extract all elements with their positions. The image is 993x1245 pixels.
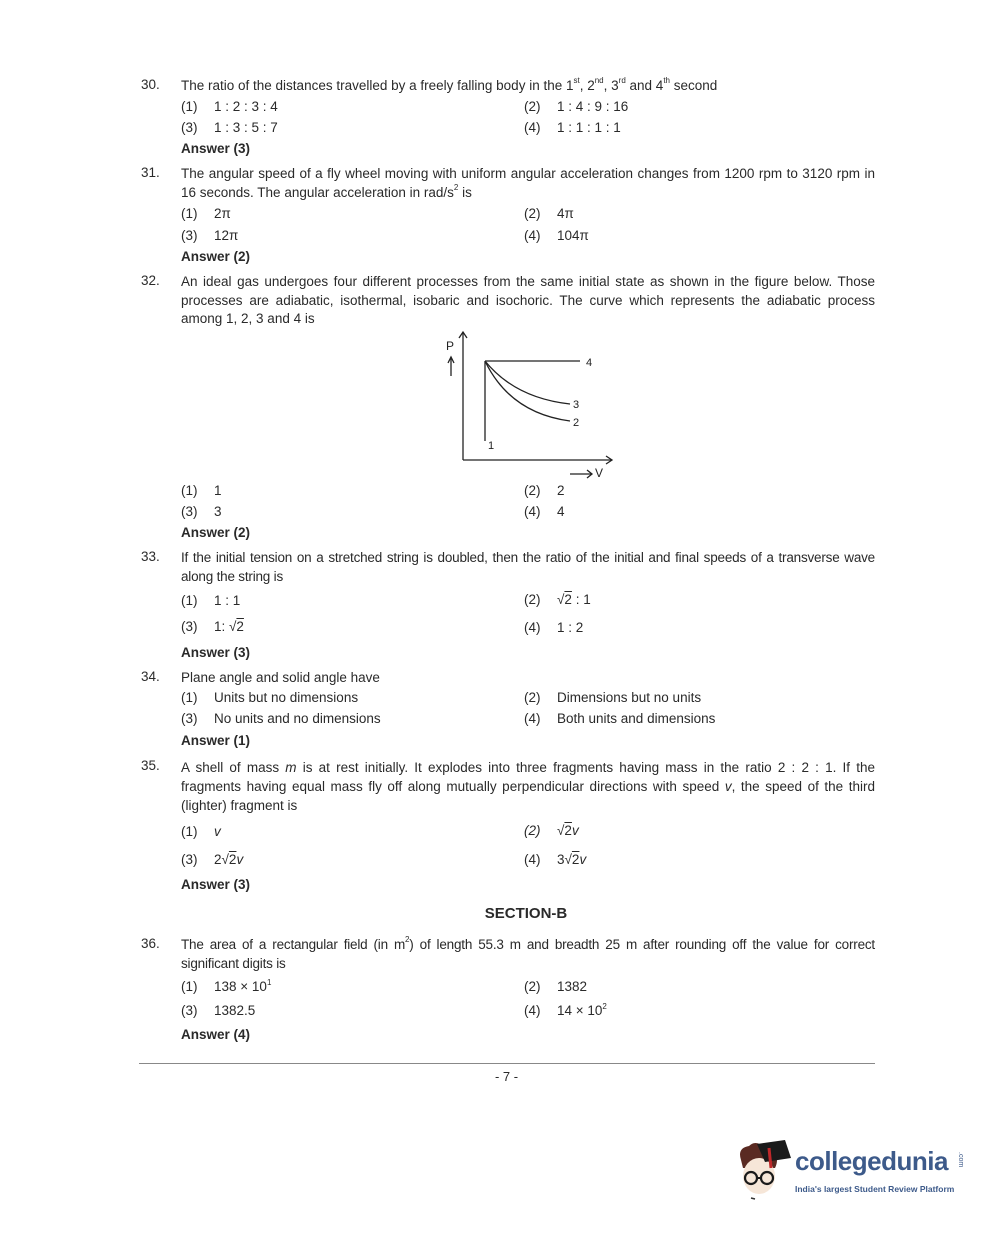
y-axis-label: P (446, 339, 455, 353)
answer: Answer (2) (181, 525, 251, 540)
pv-diagram (440, 328, 620, 480)
option-4: (4) 104π (524, 228, 589, 243)
option-4: (4) 1 : 2 (524, 620, 584, 635)
question-36 (141, 935, 875, 1042)
question-34 (141, 669, 875, 748)
option-4: (4) $14 \times 10^2$ (524, 1002, 607, 1018)
question-number: 33. (141, 549, 160, 564)
question-text: The ratio of the distances travelled by a freely falling body in the 1st, 2nd, 3rd and 4th second (181, 76, 718, 93)
option-2: (2) √2 : 1 (524, 592, 591, 607)
question-text: An ideal gas undergoes four different processes from the same initial state as shown in the figure below. Those processes are adiabatic, isothermal, isobaric and isochoric. The curve which represents the adiabatic process among 1, 2, 3 and 4 is (181, 274, 875, 326)
option-1: (1) v (181, 824, 221, 839)
option-2: (2) 1 : 4 : 9 : 16 (524, 98, 629, 114)
answer: Answer (3) (181, 645, 251, 660)
option-3: (3) 1382.5 (181, 1003, 256, 1018)
question-text: The angular speed of a fly wheel moving with uniform angular acceleration changes from 1200 rpm to 3120 rpm in 16 seconds. The angular acceleration in rad/$s^2$ is (181, 166, 875, 200)
option-1: (1) 1 : 2 : 3 : 4 (181, 98, 278, 114)
curve-label-2: 2 (573, 417, 580, 429)
option-2: (2) 1382 (524, 979, 588, 994)
option-3: (3) 2√2v (181, 852, 244, 867)
answer: Answer (4) (181, 1027, 251, 1042)
collegedunia-logo (735, 1138, 965, 1204)
question-number: 35. (141, 758, 160, 773)
curve-label-4: 4 (586, 357, 593, 369)
mascot-icon (735, 1138, 795, 1204)
option-3: (3) 3 (181, 504, 222, 519)
answer: Answer (2) (181, 249, 251, 264)
option-1: (1) 1 (181, 483, 222, 498)
question-33 (141, 549, 875, 660)
option-2: (2) 4π (524, 206, 574, 221)
answer: Answer (1) (181, 733, 251, 748)
question-number: 32. (141, 273, 160, 288)
option-3: (3) 1 : 3 : 5 : 7 (181, 119, 278, 135)
question-text: Plane angle and solid angle have (181, 670, 380, 685)
option-3: (3) No units and no dimensions (181, 710, 381, 726)
curve-label-1: 1 (488, 440, 495, 452)
question-number: 36. (141, 936, 160, 951)
option-4: (4) 4 (524, 504, 565, 519)
question-text: If the initial tension on a stretched string is doubled, then the ratio of the initial and final speeds of a transverse wave along the string is (181, 550, 875, 584)
option-1: (1) Units but no dimensions (181, 689, 359, 705)
footer-divider (139, 1063, 875, 1064)
answer: Answer (3) (181, 141, 251, 156)
option-2: (2) 2 (524, 483, 565, 498)
question-number: 34. (141, 669, 160, 684)
logo-suffix: .com (957, 1152, 964, 1168)
question-number: 31. (141, 165, 160, 180)
question-35 (141, 758, 875, 892)
pv-diagram-svg (440, 328, 620, 480)
option-3: (3) 12π (181, 228, 239, 243)
page-number: - 7 - (494, 1069, 519, 1084)
question-number: 30. (141, 77, 160, 92)
option-4: (4) Both units and dimensions (524, 710, 716, 726)
question-text: The area of a rectangular field (in $m^2$) of length 55.3 m and breadth 25 m after rounding off the value for correct significant digits is (181, 935, 875, 971)
option-1: (1) $138 \times 10^1$ (181, 978, 272, 994)
question-32 (141, 273, 875, 540)
option-2: (2) Dimensions but no units (524, 689, 702, 705)
option-4: (4) 1 : 1 : 1 : 1 (524, 119, 621, 135)
question-30 (141, 76, 875, 156)
option-4: (4) 3√2v (524, 852, 587, 867)
curve-label-3: 3 (573, 399, 580, 411)
logo-wordmark: collegedunia (795, 1146, 948, 1176)
option-2: (2) √2v (524, 823, 579, 838)
logo-tagline: India's largest Student Review Platform (795, 1184, 955, 1194)
x-axis-label: V (595, 466, 604, 480)
option-1: (1) 1 : 1 (181, 593, 241, 608)
answer: Answer (3) (181, 877, 251, 892)
question-text: A shell of mass m is at rest initially. It explodes into three fragments having mass in the ratio 2 : 2 : 1. If the fragments having equal mass fly off along mutually perpendicular directions with speed v, the speed of the third (lighter) fragment is (181, 760, 875, 813)
option-3: (3) 1: √2 (181, 619, 244, 634)
option-1: (1) 2π (181, 206, 231, 221)
question-31 (141, 165, 875, 264)
section-heading: SECTION-B (484, 905, 568, 922)
